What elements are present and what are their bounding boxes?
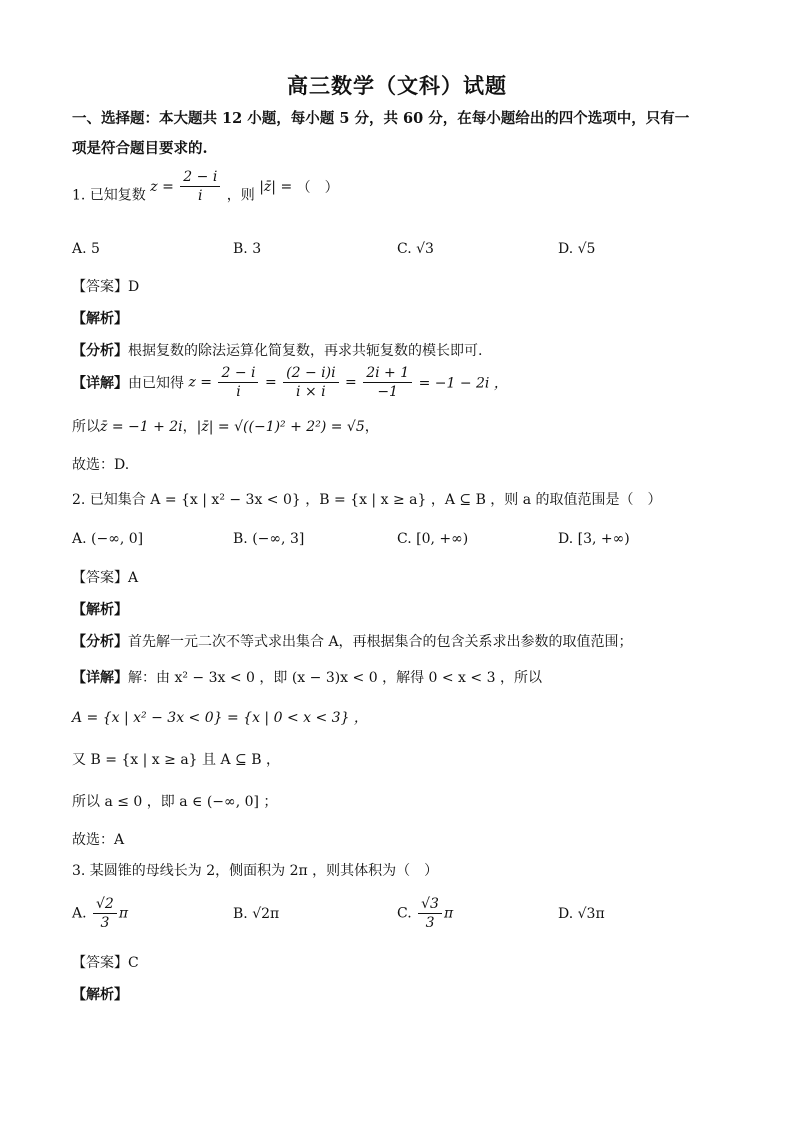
q3-option-c-pi: π [443, 905, 454, 922]
q1-step-end: = −1 − 2i ， [418, 375, 508, 392]
q1-stem [72, 169, 339, 213]
q1-step-frac-1 [218, 364, 258, 401]
q1-option-a: A. 5 [72, 241, 100, 257]
q1-step-frac-2 [283, 364, 338, 401]
q1-xiangjie-text: 由已知得 [128, 375, 184, 392]
q1-step-frac-1-num: 2 − i [218, 364, 258, 383]
q1-guxuan: 故选：D. [72, 457, 130, 473]
q1-conj: z̄ = −1 + 2i [100, 419, 183, 435]
q1-xiangjie-tag: 【详解】 [72, 375, 128, 392]
q1-step-frac-1-den: i [236, 384, 241, 400]
q1-step-frac-3 [363, 364, 412, 401]
q3-option-c-frac [418, 895, 442, 932]
q2-option-d: D. [3, +∞) [558, 531, 630, 547]
q1-abs: |z̄| = [259, 178, 293, 195]
q3-option-c [397, 895, 453, 932]
section-heading-line-2: 项是符合题目要求的. [72, 140, 208, 157]
page-title: 高三数学（文科）试题 [287, 73, 507, 98]
q1-frac-num: 2 − i [180, 168, 220, 187]
q1-step-frac-2-den: i × i [296, 384, 326, 400]
q3-option-c-label: C. [397, 905, 412, 922]
q2-fenxi-tag: 【分析】 [72, 634, 128, 650]
q2-answer: 【答案】A [72, 570, 139, 586]
q1-fenxi-tag: 【分析】 [72, 343, 128, 359]
q2-xiangjie-tag: 【详解】 [72, 670, 128, 686]
q1-z-eq: z = [150, 178, 174, 195]
q1-conclusion-line [72, 416, 379, 436]
q1-answer: 【答案】D [72, 279, 140, 295]
q2-option-b: B. (−∞, 3] [233, 531, 305, 547]
q3-option-a-frac [93, 895, 117, 932]
q3-option-a-num: √2 [93, 895, 117, 914]
q3-option-a-pi: π [118, 905, 129, 922]
q3-option-a-den: 3 [100, 915, 110, 931]
q3-jiexi-label: 【解析】 [72, 987, 128, 1003]
q2-xiangjie [72, 667, 542, 687]
q1-step-frac-3-den: −1 [377, 384, 398, 400]
q1-xiangjie [72, 364, 508, 401]
q1-jiexi-label: 【解析】 [72, 311, 128, 327]
q2-line-a: A = {x | x² − 3x < 0} = {x | 0 < x < 3} ， [72, 710, 368, 726]
q2-guxuan: 故选：A [72, 832, 125, 848]
q2-stem: 2. 已知集合 A = {x | x² − 3x < 0} ，B = {x | x ≥ a} ，A ⊆ B ，则 a 的取值范围是（ ） [72, 492, 662, 508]
q2-jiexi-label: 【解析】 [72, 602, 128, 618]
q3-option-b: B. √2π [233, 906, 280, 922]
q2-fenxi [72, 631, 633, 651]
q1-step-frac-3-num: 2i + 1 [363, 364, 412, 383]
q1-stem-prefix: 1. 已知复数 [72, 187, 146, 204]
q1-frac-den: i [198, 188, 203, 204]
q1-option-c: C. √3 [397, 241, 434, 257]
q1-mod: |z̄| = √((−1)² + 2²) = √5 [196, 419, 365, 435]
q1-line2a: 所以 [72, 419, 100, 435]
q1-line2c: ， [364, 419, 379, 435]
q2-option-c: C. [0, +∞) [397, 531, 469, 547]
q1-fenxi-text: 根据复数的除法运算化简复数，再求共轭复数的模长即可. [128, 343, 483, 359]
q3-option-d: D. √3π [558, 906, 605, 922]
q1-step-z: z = [188, 374, 213, 391]
q2-line-b: 又 B = {x | x ≥ a} 且 A ⊆ B ， [72, 752, 280, 768]
q1-paren: （ ） [296, 179, 339, 196]
q1-stem-mid: ，则 [226, 187, 255, 204]
q1-fraction [180, 168, 220, 205]
q1-line2b: ， [182, 419, 197, 435]
q3-option-a [72, 895, 128, 932]
q1-option-b: B. 3 [233, 241, 262, 257]
q3-answer: 【答案】C [72, 955, 139, 971]
q1-fenxi [72, 340, 482, 360]
q1-step-eq-1: = [264, 374, 277, 391]
q1-option-d: D. √5 [558, 241, 596, 257]
q3-option-c-den: 3 [425, 915, 435, 931]
q1-step-eq-2: = [345, 374, 357, 391]
section-heading-1 [72, 104, 732, 164]
q2-line-c: 所以 a ≤ 0 ，即 a ∈ (−∞, 0] ； [72, 794, 278, 810]
q2-fenxi-text: 首先解一元二次不等式求出集合 A，再根据集合的包含关系求出参数的取值范围； [128, 634, 633, 650]
q3-option-a-label: A. [72, 905, 87, 922]
q3-stem: 3. 某圆锥的母线长为 2，侧面积为 2π ，则其体积为（ ） [72, 863, 439, 879]
q1-step-frac-2-num: (2 − i)i [283, 364, 338, 383]
q3-option-c-num: √3 [418, 895, 442, 914]
q2-option-a: A. (−∞, 0] [72, 531, 144, 547]
q2-xiangjie-text: 解：由 x² − 3x < 0 ，即 (x − 3)x < 0 ，解得 0 < x < 3 ，所以 [128, 670, 542, 686]
section-heading-line-1: 一、选择题：本大题共 12 小题，每小题 5 分，共 60 分，在每小题给出的四个选项中，只有一 [72, 110, 690, 127]
